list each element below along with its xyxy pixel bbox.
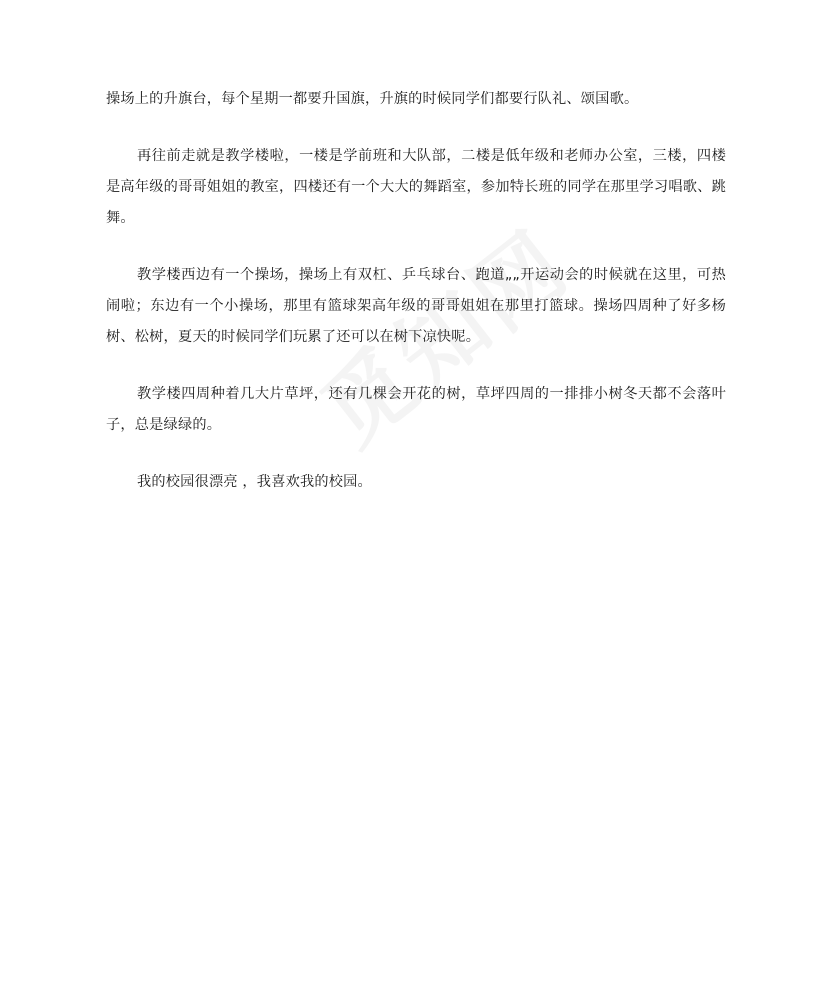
document-body [106, 84, 726, 524]
paragraph-2: 再往前走就是教学楼啦，一楼是学前班和大队部，二楼是低年级和老师办公室，三楼，四楼是高年级的哥哥姐姐的教室，四楼还有一个大大的舞蹈室，参加特长班的同学在那里学习唱歌、跳舞。 [106, 148, 726, 226]
paragraph-5: 我的校园很漂亮 ，我喜欢我的校园。 [137, 474, 372, 490]
paragraph-3: 教学楼西边有一个操场，操场上有双杠、乒乓球台、跑道„„开运动会的时候就在这里，可热闹啦；东边有一个小操场，那里有篮球架高年级的哥哥姐姐在那里打篮球。操场四周种了好多杨树、松树，夏天的时候同学们玩累了还可以在树下凉快呢。 [106, 267, 726, 345]
paragraph-1: 操场上的升旗台，每个星期一都要升国旗，升旗的时候同学们都要行队礼、颂国歌。 [106, 91, 639, 107]
paragraph-4: 教学楼四周种着几大片草坪，还有几棵会开花的树，草坪四周的一排排小树冬天都不会落叶子，总是绿绿的。 [106, 386, 726, 433]
